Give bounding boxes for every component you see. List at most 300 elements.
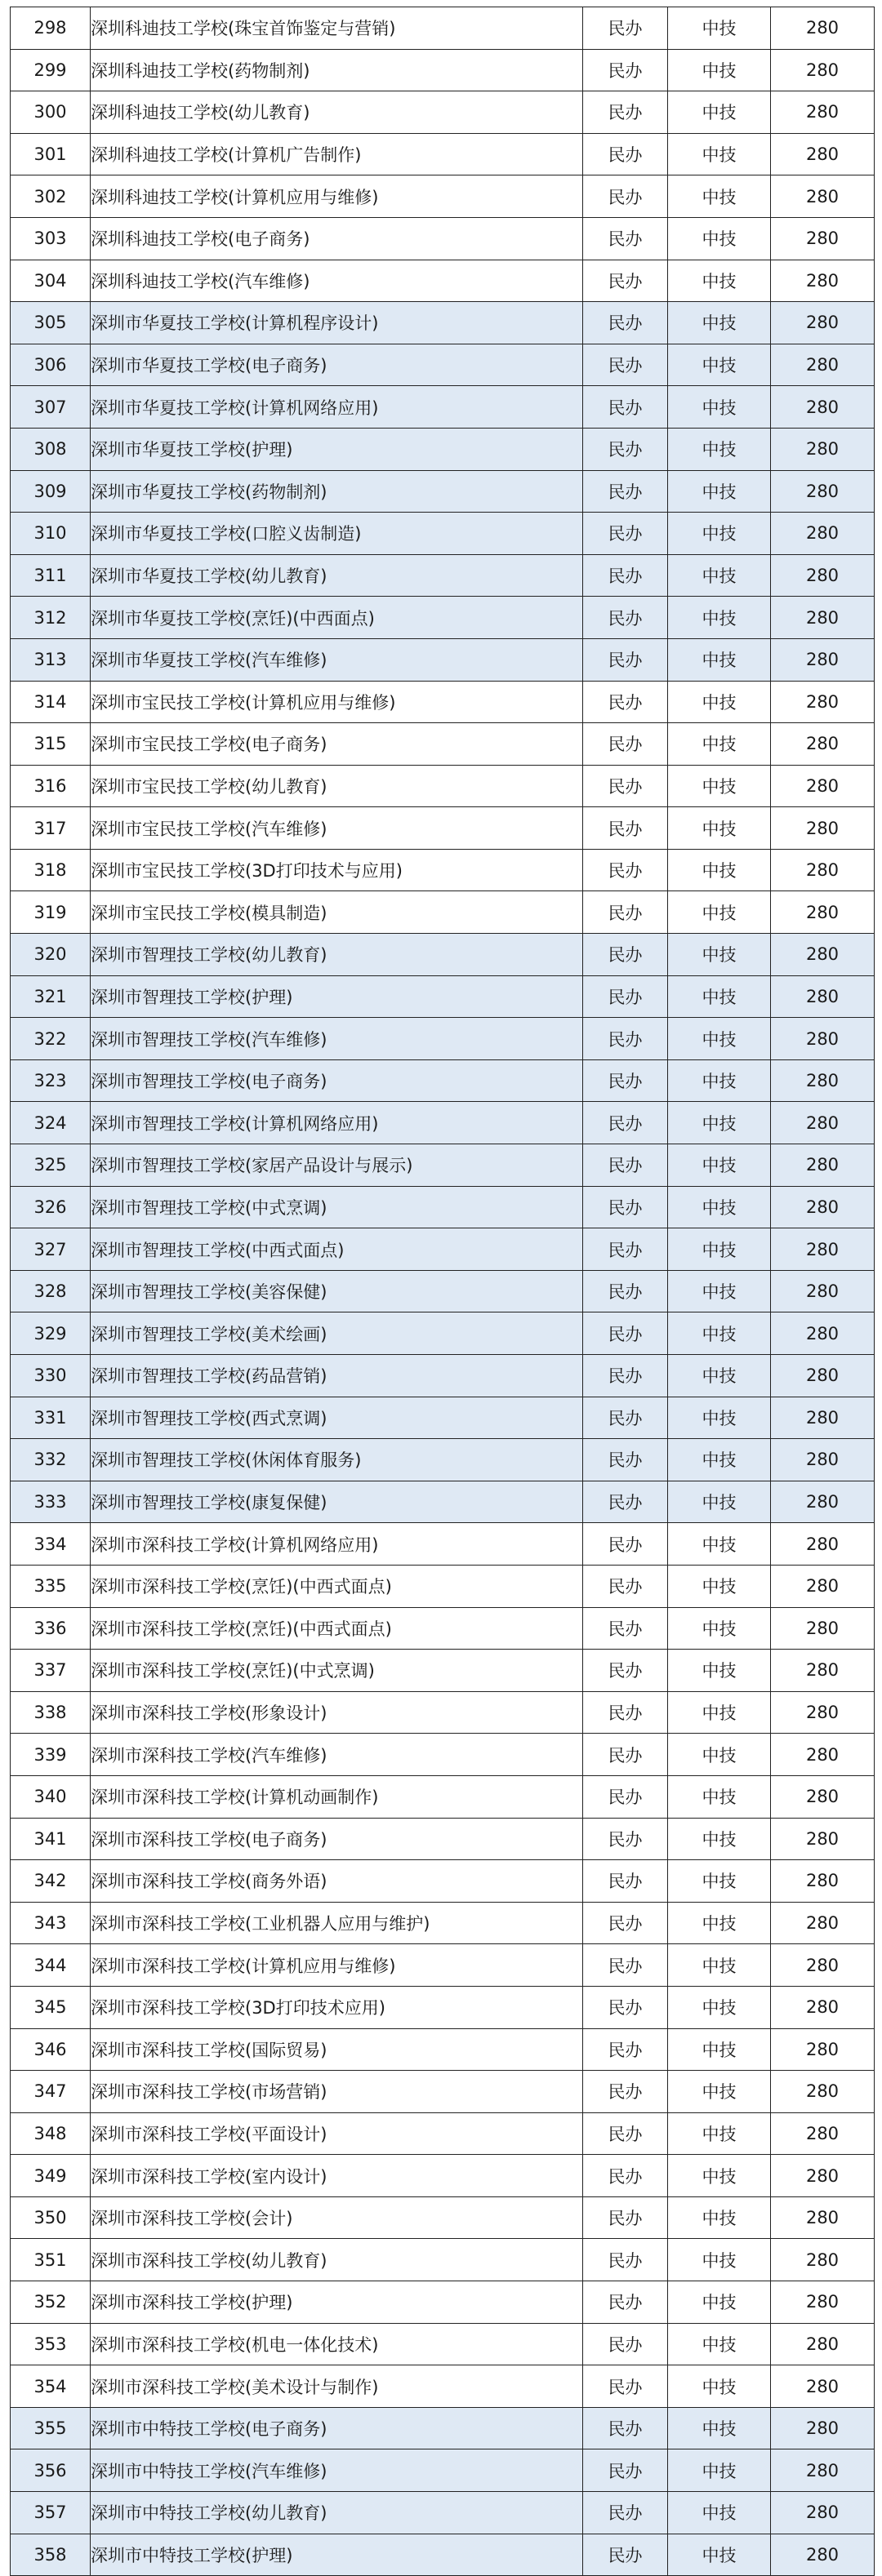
school-program-name: 深圳市智理技工学校(西式烹调) (91, 1397, 583, 1439)
school-type: 民办 (583, 2323, 668, 2365)
school-program-name: 深圳科迪技工学校(药物制剂) (91, 49, 583, 91)
school-program-name: 深圳市智理技工学校(计算机网络应用) (91, 1102, 583, 1144)
table-row (11, 1944, 875, 1987)
school-level: 中技 (668, 2028, 771, 2071)
school-program-name: 深圳市宝民技工学校(3D打印技术与应用) (91, 849, 583, 891)
table-row (11, 807, 875, 850)
table-row (11, 1902, 875, 1944)
table-row (11, 975, 875, 1018)
school-program-name: 深圳市华夏技工学校(药物制剂) (91, 470, 583, 513)
row-number: 333 (11, 1481, 91, 1523)
table-row (11, 1565, 875, 1607)
cutoff-score: 280 (771, 1818, 875, 1860)
school-type: 民办 (583, 2239, 668, 2281)
row-number: 351 (11, 2239, 91, 2281)
school-level: 中技 (668, 2281, 771, 2324)
row-number: 336 (11, 1607, 91, 1650)
row-number: 306 (11, 344, 91, 386)
school-level: 中技 (668, 91, 771, 134)
cutoff-score: 280 (771, 2112, 875, 2155)
school-type: 民办 (583, 891, 668, 934)
table-row (11, 2028, 875, 2071)
school-type: 民办 (583, 1228, 668, 1271)
school-level: 中技 (668, 554, 771, 597)
cutoff-score: 280 (771, 638, 875, 681)
cutoff-score: 280 (771, 975, 875, 1018)
row-number: 341 (11, 1818, 91, 1860)
school-program-name: 深圳市深科技工学校(护理) (91, 2281, 583, 2324)
school-program-name: 深圳市宝民技工学校(幼儿教育) (91, 765, 583, 807)
school-program-name: 深圳市华夏技工学校(口腔义齿制造) (91, 513, 583, 555)
row-number: 335 (11, 1565, 91, 1607)
table-row (11, 1018, 875, 1060)
cutoff-score: 280 (771, 1691, 875, 1734)
table-row (11, 1439, 875, 1481)
school-type: 民办 (583, 386, 668, 429)
row-number: 305 (11, 302, 91, 344)
school-type: 民办 (583, 49, 668, 91)
cutoff-score: 280 (771, 49, 875, 91)
cutoff-score: 280 (771, 554, 875, 597)
cutoff-score: 280 (771, 470, 875, 513)
table-row (11, 2365, 875, 2408)
row-number: 346 (11, 2028, 91, 2071)
row-number: 354 (11, 2365, 91, 2408)
school-level: 中技 (668, 1439, 771, 1481)
row-number: 357 (11, 2492, 91, 2534)
cutoff-score: 280 (771, 2155, 875, 2197)
school-level: 中技 (668, 1523, 771, 1566)
school-type: 民办 (583, 1270, 668, 1312)
school-program-name: 深圳市中特技工学校(幼儿教育) (91, 2492, 583, 2534)
school-program-name: 深圳市深科技工学校(计算机网络应用) (91, 1523, 583, 1566)
cutoff-score: 280 (771, 133, 875, 175)
school-level: 中技 (668, 260, 771, 302)
school-type: 民办 (583, 1439, 668, 1481)
cutoff-score: 280 (771, 2071, 875, 2113)
school-type: 民办 (583, 2492, 668, 2534)
school-type: 民办 (583, 1902, 668, 1944)
school-type: 民办 (583, 1355, 668, 1397)
cutoff-score: 280 (771, 1355, 875, 1397)
row-number: 344 (11, 1944, 91, 1987)
school-program-name: 深圳市中特技工学校(护理) (91, 2534, 583, 2576)
school-program-name: 深圳科迪技工学校(电子商务) (91, 217, 583, 260)
table-row (11, 2492, 875, 2534)
school-type: 民办 (583, 1186, 668, 1228)
school-level: 中技 (668, 1186, 771, 1228)
table-row (11, 1986, 875, 2028)
school-level: 中技 (668, 1565, 771, 1607)
row-number: 330 (11, 1355, 91, 1397)
school-level: 中技 (668, 934, 771, 976)
table-row (11, 175, 875, 218)
school-program-name: 深圳市深科技工学校(国际贸易) (91, 2028, 583, 2071)
row-number: 309 (11, 470, 91, 513)
school-program-name: 深圳市宝民技工学校(计算机应用与维修) (91, 681, 583, 723)
cutoff-score: 280 (771, 1059, 875, 1102)
school-program-name: 深圳市中特技工学校(汽车维修) (91, 2449, 583, 2492)
row-number: 339 (11, 1734, 91, 1776)
row-number: 348 (11, 2112, 91, 2155)
table-body (11, 7, 875, 2576)
row-number: 349 (11, 2155, 91, 2197)
school-level: 中技 (668, 1144, 771, 1187)
school-type: 民办 (583, 1059, 668, 1102)
table-row (11, 554, 875, 597)
row-number: 302 (11, 175, 91, 218)
cutoff-score: 280 (771, 723, 875, 766)
row-number: 328 (11, 1270, 91, 1312)
cutoff-score: 280 (771, 1944, 875, 1987)
school-program-name: 深圳市深科技工学校(电子商务) (91, 1818, 583, 1860)
table-row (11, 2534, 875, 2576)
school-program-name: 深圳市智理技工学校(中式烹调) (91, 1186, 583, 1228)
row-number: 331 (11, 1397, 91, 1439)
school-type: 民办 (583, 1650, 668, 1692)
row-number: 327 (11, 1228, 91, 1271)
school-type: 民办 (583, 597, 668, 639)
table-row (11, 765, 875, 807)
cutoff-score: 280 (771, 302, 875, 344)
row-number: 353 (11, 2323, 91, 2365)
school-level: 中技 (668, 1397, 771, 1439)
school-program-name: 深圳市智理技工学校(电子商务) (91, 1059, 583, 1102)
cutoff-score: 280 (771, 1734, 875, 1776)
table-row (11, 1818, 875, 1860)
school-level: 中技 (668, 2534, 771, 2576)
school-type: 民办 (583, 554, 668, 597)
school-type: 民办 (583, 260, 668, 302)
table-row (11, 723, 875, 766)
row-number: 326 (11, 1186, 91, 1228)
school-type: 民办 (583, 1565, 668, 1607)
school-program-name: 深圳市深科技工学校(形象设计) (91, 1691, 583, 1734)
school-type: 民办 (583, 91, 668, 134)
school-type: 民办 (583, 765, 668, 807)
school-level: 中技 (668, 2323, 771, 2365)
cutoff-score: 280 (771, 807, 875, 850)
school-program-name: 深圳市华夏技工学校(护理) (91, 428, 583, 470)
school-level: 中技 (668, 1228, 771, 1271)
school-level: 中技 (668, 344, 771, 386)
school-program-name: 深圳市宝民技工学校(汽车维修) (91, 807, 583, 850)
cutoff-score: 280 (771, 1650, 875, 1692)
row-number: 314 (11, 681, 91, 723)
school-type: 民办 (583, 849, 668, 891)
school-program-name: 深圳市深科技工学校(幼儿教育) (91, 2239, 583, 2281)
table-row (11, 2449, 875, 2492)
cutoff-score: 280 (771, 1144, 875, 1187)
table-row (11, 1691, 875, 1734)
row-number: 313 (11, 638, 91, 681)
school-level: 中技 (668, 2365, 771, 2408)
row-number: 323 (11, 1059, 91, 1102)
cutoff-score: 280 (771, 344, 875, 386)
school-level: 中技 (668, 470, 771, 513)
school-type: 民办 (583, 513, 668, 555)
school-level: 中技 (668, 2239, 771, 2281)
school-program-name: 深圳市华夏技工学校(幼儿教育) (91, 554, 583, 597)
cutoff-score: 280 (771, 681, 875, 723)
school-level: 中技 (668, 681, 771, 723)
cutoff-score: 280 (771, 1186, 875, 1228)
row-number: 312 (11, 597, 91, 639)
school-program-name: 深圳市深科技工学校(平面设计) (91, 2112, 583, 2155)
row-number: 307 (11, 386, 91, 429)
school-type: 民办 (583, 1691, 668, 1734)
cutoff-score: 280 (771, 1228, 875, 1271)
table-row (11, 1228, 875, 1271)
row-number: 303 (11, 217, 91, 260)
table-row (11, 2239, 875, 2281)
school-level: 中技 (668, 1775, 771, 1818)
school-type: 民办 (583, 1018, 668, 1060)
school-level: 中技 (668, 1355, 771, 1397)
school-type: 民办 (583, 934, 668, 976)
table-row (11, 2323, 875, 2365)
school-program-name: 深圳市深科技工学校(3D打印技术应用) (91, 1986, 583, 2028)
school-type: 民办 (583, 428, 668, 470)
row-number: 345 (11, 1986, 91, 2028)
school-level: 中技 (668, 1902, 771, 1944)
cutoff-score: 280 (771, 2323, 875, 2365)
school-program-name: 深圳市深科技工学校(会计) (91, 2196, 583, 2239)
row-number: 332 (11, 1439, 91, 1481)
cutoff-score: 280 (771, 428, 875, 470)
row-number: 329 (11, 1312, 91, 1355)
school-level: 中技 (668, 386, 771, 429)
school-level: 中技 (668, 807, 771, 850)
row-number: 322 (11, 1018, 91, 1060)
row-number: 315 (11, 723, 91, 766)
school-level: 中技 (668, 2492, 771, 2534)
cutoff-score: 280 (771, 1312, 875, 1355)
table-row (11, 49, 875, 91)
row-number: 342 (11, 1860, 91, 1903)
school-program-name: 深圳科迪技工学校(计算机广告制作) (91, 133, 583, 175)
cutoff-score: 280 (771, 849, 875, 891)
school-type: 民办 (583, 1775, 668, 1818)
row-number: 316 (11, 765, 91, 807)
school-program-name: 深圳市智理技工学校(康复保健) (91, 1481, 583, 1523)
school-type: 民办 (583, 217, 668, 260)
row-number: 340 (11, 1775, 91, 1818)
school-type: 民办 (583, 302, 668, 344)
cutoff-score: 280 (771, 1439, 875, 1481)
school-level: 中技 (668, 1860, 771, 1903)
school-program-name: 深圳市智理技工学校(幼儿教育) (91, 934, 583, 976)
school-program-name: 深圳市智理技工学校(药品营销) (91, 1355, 583, 1397)
school-type: 民办 (583, 2196, 668, 2239)
table-row (11, 2112, 875, 2155)
cutoff-score: 280 (771, 2281, 875, 2324)
row-number: 358 (11, 2534, 91, 2576)
table-row (11, 2407, 875, 2449)
table-row (11, 1860, 875, 1903)
table-row (11, 638, 875, 681)
row-number: 334 (11, 1523, 91, 1566)
row-number: 298 (11, 7, 91, 50)
cutoff-score: 280 (771, 7, 875, 50)
school-type: 民办 (583, 2534, 668, 2576)
cutoff-score: 280 (771, 2492, 875, 2534)
cutoff-score: 280 (771, 1018, 875, 1060)
school-type: 民办 (583, 175, 668, 218)
school-type: 民办 (583, 2449, 668, 2492)
cutoff-score: 280 (771, 2365, 875, 2408)
school-level: 中技 (668, 1986, 771, 2028)
school-type: 民办 (583, 1102, 668, 1144)
school-level: 中技 (668, 1734, 771, 1776)
table-row (11, 681, 875, 723)
school-type: 民办 (583, 1397, 668, 1439)
school-level: 中技 (668, 1270, 771, 1312)
row-number: 300 (11, 91, 91, 134)
cutoff-score: 280 (771, 1481, 875, 1523)
cutoff-score: 280 (771, 2407, 875, 2449)
table-row (11, 1270, 875, 1312)
school-level: 中技 (668, 1691, 771, 1734)
school-level: 中技 (668, 175, 771, 218)
table-row (11, 1144, 875, 1187)
school-type: 民办 (583, 2071, 668, 2113)
cutoff-score: 280 (771, 891, 875, 934)
cutoff-score: 280 (771, 934, 875, 976)
row-number: 318 (11, 849, 91, 891)
school-type: 民办 (583, 2365, 668, 2408)
table-row (11, 302, 875, 344)
school-program-name: 深圳市深科技工学校(烹饪)(中西式面点) (91, 1565, 583, 1607)
school-level: 中技 (668, 2196, 771, 2239)
table-row (11, 428, 875, 470)
school-program-name: 深圳科迪技工学校(汽车维修) (91, 260, 583, 302)
school-level: 中技 (668, 1102, 771, 1144)
school-program-name: 深圳市华夏技工学校(计算机程序设计) (91, 302, 583, 344)
school-type: 民办 (583, 807, 668, 850)
school-program-name: 深圳市宝民技工学校(电子商务) (91, 723, 583, 766)
school-level: 中技 (668, 638, 771, 681)
row-number: 338 (11, 1691, 91, 1734)
school-program-name: 深圳市华夏技工学校(计算机网络应用) (91, 386, 583, 429)
school-type: 民办 (583, 1734, 668, 1776)
cutoff-score: 280 (771, 1270, 875, 1312)
cutoff-score: 280 (771, 1397, 875, 1439)
school-type: 民办 (583, 470, 668, 513)
school-program-name: 深圳科迪技工学校(幼儿教育) (91, 91, 583, 134)
school-type: 民办 (583, 2112, 668, 2155)
table-row (11, 1607, 875, 1650)
school-level: 中技 (668, 849, 771, 891)
school-level: 中技 (668, 1312, 771, 1355)
school-program-name: 深圳市智理技工学校(中西式面点) (91, 1228, 583, 1271)
cutoff-score: 280 (771, 597, 875, 639)
school-level: 中技 (668, 2071, 771, 2113)
school-level: 中技 (668, 302, 771, 344)
row-number: 310 (11, 513, 91, 555)
school-level: 中技 (668, 1607, 771, 1650)
school-program-name: 深圳市深科技工学校(烹饪)(中西式面点) (91, 1607, 583, 1650)
row-number: 319 (11, 891, 91, 934)
cutoff-score: 280 (771, 765, 875, 807)
school-type: 民办 (583, 1481, 668, 1523)
school-type: 民办 (583, 2407, 668, 2449)
school-level: 中技 (668, 7, 771, 50)
table-row (11, 1312, 875, 1355)
cutoff-score: 280 (771, 1902, 875, 1944)
school-level: 中技 (668, 891, 771, 934)
table-row (11, 217, 875, 260)
school-type: 民办 (583, 638, 668, 681)
row-number: 320 (11, 934, 91, 976)
row-number: 356 (11, 2449, 91, 2492)
row-number: 299 (11, 49, 91, 91)
table-row (11, 934, 875, 976)
school-type: 民办 (583, 133, 668, 175)
cutoff-score: 280 (771, 260, 875, 302)
row-number: 304 (11, 260, 91, 302)
school-program-name: 深圳市深科技工学校(计算机动画制作) (91, 1775, 583, 1818)
table-row (11, 344, 875, 386)
school-type: 民办 (583, 344, 668, 386)
school-program-name: 深圳市智理技工学校(美术绘画) (91, 1312, 583, 1355)
table-row (11, 7, 875, 50)
cutoff-score: 280 (771, 1102, 875, 1144)
cutoff-score: 280 (771, 1523, 875, 1566)
cutoff-score: 280 (771, 1986, 875, 2028)
school-level: 中技 (668, 1944, 771, 1987)
cutoff-score: 280 (771, 2196, 875, 2239)
school-level: 中技 (668, 49, 771, 91)
school-level: 中技 (668, 1059, 771, 1102)
school-type: 民办 (583, 1312, 668, 1355)
school-program-name: 深圳市深科技工学校(市场营销) (91, 2071, 583, 2113)
cutoff-score: 280 (771, 2028, 875, 2071)
school-level: 中技 (668, 1818, 771, 1860)
row-number: 324 (11, 1102, 91, 1144)
table-row (11, 891, 875, 934)
school-program-name: 深圳市华夏技工学校(烹饪)(中西面点) (91, 597, 583, 639)
table-row (11, 1059, 875, 1102)
cutoff-score: 280 (771, 386, 875, 429)
school-level: 中技 (668, 1018, 771, 1060)
school-program-name: 深圳市智理技工学校(家居产品设计与展示) (91, 1144, 583, 1187)
school-program-name: 深圳科迪技工学校(计算机应用与维修) (91, 175, 583, 218)
school-level: 中技 (668, 597, 771, 639)
table-row (11, 2281, 875, 2324)
school-program-name: 深圳市智理技工学校(护理) (91, 975, 583, 1018)
school-type: 民办 (583, 7, 668, 50)
cutoff-score: 280 (771, 1607, 875, 1650)
table-row (11, 849, 875, 891)
school-level: 中技 (668, 975, 771, 1018)
table-row (11, 1397, 875, 1439)
school-program-name: 深圳市深科技工学校(室内设计) (91, 2155, 583, 2197)
table-row (11, 1481, 875, 1523)
school-level: 中技 (668, 1481, 771, 1523)
cutoff-score: 280 (771, 175, 875, 218)
school-type: 民办 (583, 681, 668, 723)
table-row (11, 2155, 875, 2197)
row-number: 321 (11, 975, 91, 1018)
admission-score-table (10, 7, 875, 2576)
cutoff-score: 280 (771, 513, 875, 555)
table-row (11, 133, 875, 175)
school-level: 中技 (668, 765, 771, 807)
table-row (11, 1186, 875, 1228)
table-row (11, 260, 875, 302)
school-program-name: 深圳市华夏技工学校(电子商务) (91, 344, 583, 386)
